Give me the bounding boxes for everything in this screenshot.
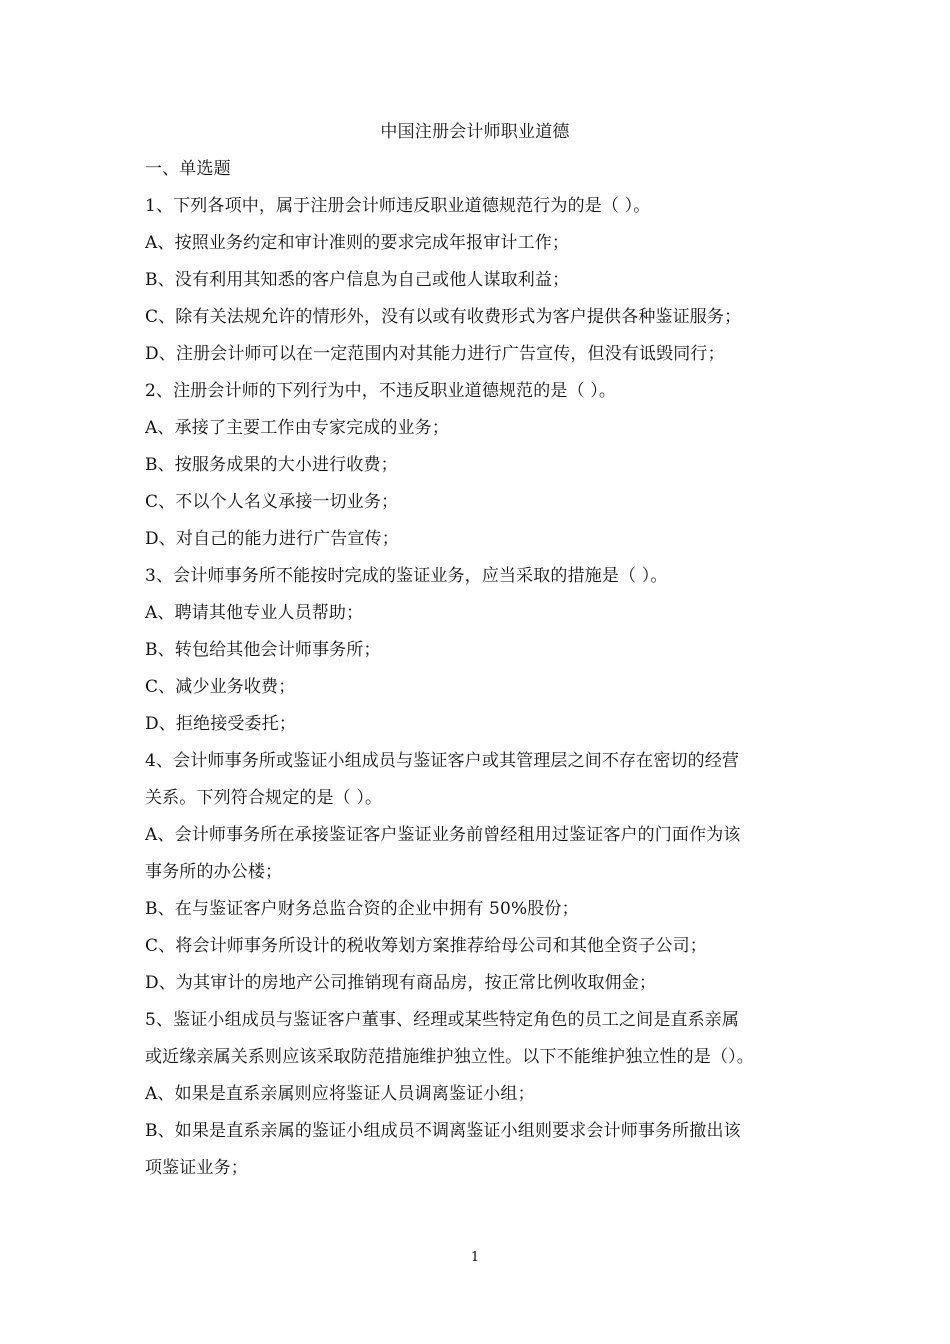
option-line: A、按照业务约定和审计准则的要求完成年报审计工作；	[145, 233, 570, 253]
option-line: B、没有利用其知悉的客户信息为自己或他人谋取利益；	[145, 270, 570, 290]
option-line: D、对自己的能力进行广告宣传；	[145, 529, 399, 549]
section-heading: 一、单选题	[145, 159, 231, 179]
option-line: B、转包给其他会计师事务所；	[145, 640, 381, 660]
option-line-continued: 项鉴证业务；	[145, 1158, 248, 1178]
question-line: 2、注册会计师的下列行为中，不违反职业道德规范的是（ ）。	[145, 381, 617, 401]
option-line: B、按服务成果的大小进行收费；	[145, 455, 398, 475]
option-line: A、承接了主要工作由专家完成的业务；	[145, 418, 449, 438]
option-line: C、不以个人名义承接一切业务；	[145, 492, 399, 512]
question-line-continued: 关系。下列符合规定的是（ ）。	[145, 788, 383, 808]
option-line: A、会计师事务所在承接鉴证客户鉴证业务前曾经租用过鉴证客户的门面作为该	[145, 825, 741, 845]
option-line-continued: 事务所的办公楼；	[145, 862, 283, 882]
option-line: C、将会计师事务所设计的税收筹划方案推荐给母公司和其他全资子公司；	[145, 936, 707, 956]
question-line: 1、下列各项中，属于注册会计师违反职业道德规范行为的是（ ）。	[145, 196, 651, 216]
question-line-continued: 或近缘亲属关系则应该采取防范措施维护独立性。以下不能维护独立性的是（）。	[145, 1047, 754, 1067]
option-line: D、注册会计师可以在一定范围内对其能力进行广告宣传，但没有诋毁同行；	[145, 344, 725, 364]
option-line: A、聘请其他专业人员帮助；	[145, 603, 364, 623]
option-line: C、减少业务收费；	[145, 677, 296, 697]
option-line: D、为其审计的房地产公司推销现有商品房，按正常比例收取佣金；	[145, 973, 657, 993]
option-line: C、除有关法规允许的情形外，没有以或有收费形式为客户提供各种鉴证服务；	[145, 307, 742, 327]
page-number: 1	[470, 1250, 480, 1265]
question-line: 3、会计师事务所不能按时完成的鉴证业务，应当采取的措施是（ ）。	[145, 566, 668, 586]
option-line: A、如果是直系亲属则应将鉴证人员调离鉴证小组；	[145, 1084, 535, 1104]
option-line: B、在与鉴证客户财务总监合资的企业中拥有 50%股份；	[145, 899, 579, 919]
question-line: 4、会计师事务所或鉴证小组成员与鉴证客户或其管理层之间不存在密切的经营	[145, 751, 740, 771]
option-line: D、拒绝接受委托；	[145, 714, 296, 734]
option-line: B、如果是直系亲属的鉴证小组成员不调离鉴证小组则要求会计师事务所撤出该	[145, 1121, 741, 1141]
document-title: 中国注册会计师职业道德	[380, 122, 570, 142]
question-line: 5、鉴证小组成员与鉴证客户董事、经理或某些特定角色的员工之间是直系亲属	[145, 1010, 740, 1030]
